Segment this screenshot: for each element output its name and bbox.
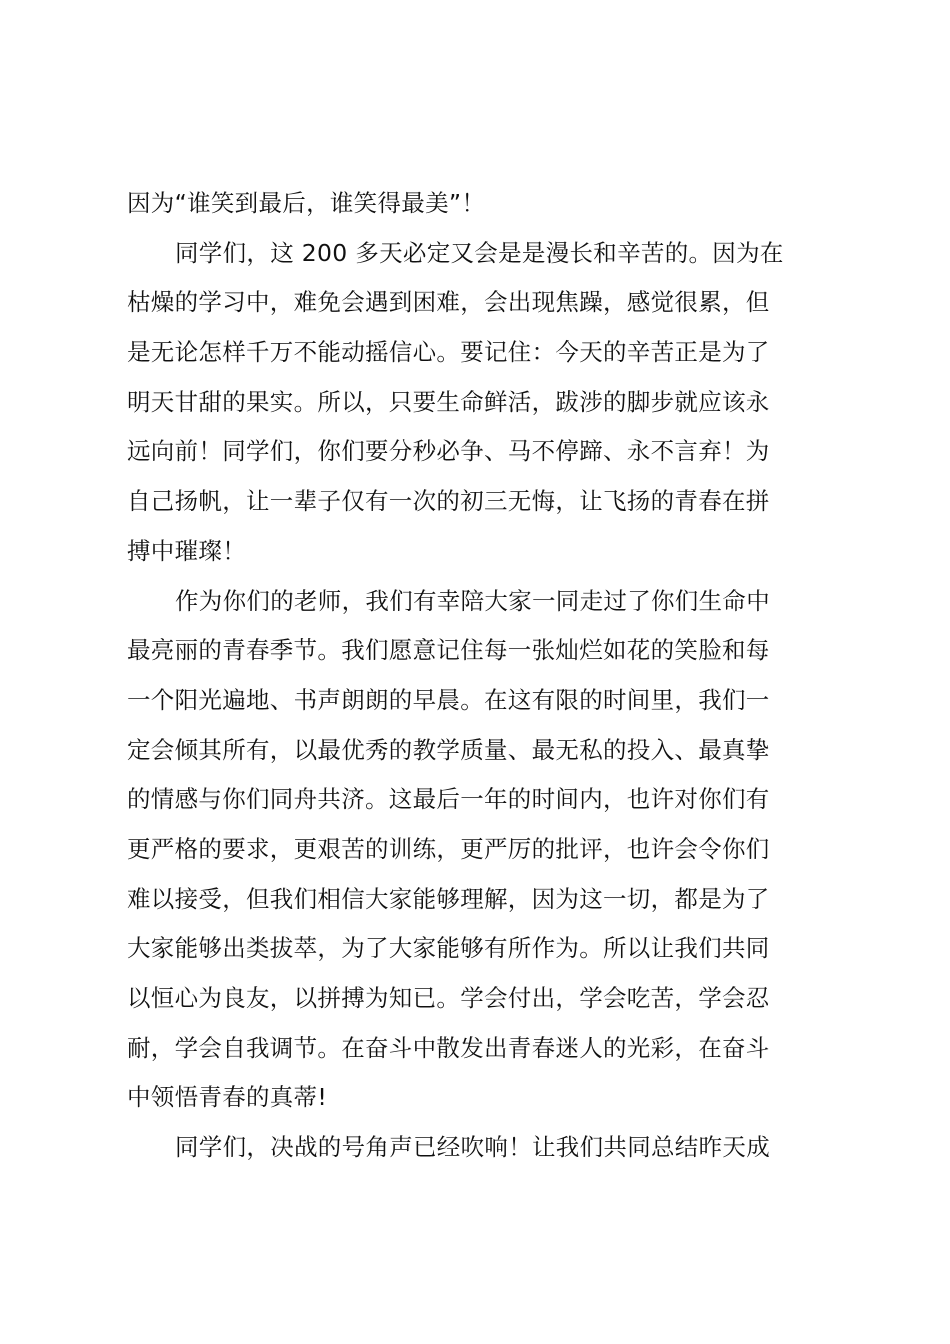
text-line: 的情感与你们同舟共济。这最后一年的时间内，也许对你们有 (127, 785, 770, 814)
text-line: 难以接受，但我们相信大家能够理解，因为这一切，都是为了 (127, 884, 770, 913)
text-line: 作为你们的老师，我们有幸陪大家一同走过了你们生命中 (175, 586, 770, 615)
text-line: 以恒心为良友，以拼搏为知已。学会付出，学会吃苦，学会忍 (127, 984, 770, 1012)
text-line: 同学们，决战的号角声已经吹响！让我们共同总结昨天成 (175, 1133, 770, 1162)
text-line: 更严格的要求，更艰苦的训练，更严厉的批评，也许会令你们 (127, 834, 770, 863)
text-line: 一个阳光遍地、书声朗朗的早晨。在这有限的时间里，我们一 (127, 685, 770, 714)
text-line: 远向前！同学们，你们要分秒必争、马不停蹄、永不言弃！为 (127, 437, 770, 466)
text-line: 耐，学会自我调节。在奋斗中散发出青春迷人的光彩，在奋斗 (127, 1033, 770, 1062)
text-line: 搏中璀璨！ (127, 536, 246, 565)
text-line: 明天甘甜的果实。所以，只要生命鲜活，跋涉的脚步就应该永 (127, 387, 770, 416)
text-line: 大家能够出类拔萃，为了大家能够有所作为。所以让我们共同 (127, 934, 770, 963)
text-line: 是无论怎样千万不能动摇信心。要记住：今天的辛苦正是为了 (127, 338, 770, 367)
text-line: 自己扬帆，让一辈子仅有一次的初三无悔，让飞扬的青春在拼 (127, 487, 770, 516)
text-line: 枯燥的学习中，难免会遇到困难，会出现焦躁，感觉很累，但 (127, 288, 770, 317)
text-line: 最亮丽的青春季节。我们愿意记住每一张灿烂如花的笑脸和每 (127, 636, 770, 665)
body-text (127, 179, 837, 1173)
text-line: 中领悟青春的真蒂! (127, 1083, 328, 1112)
text-line: 定会倾其所有，以最优秀的教学质量、最无私的投入、最真挚 (127, 735, 770, 764)
text-line: 同学们，这 200 多天必定又会是是漫长和辛苦的。因为在 (175, 238, 784, 267)
text-line: 因为“谁笑到最后，谁笑得最美”！ (127, 189, 486, 217)
